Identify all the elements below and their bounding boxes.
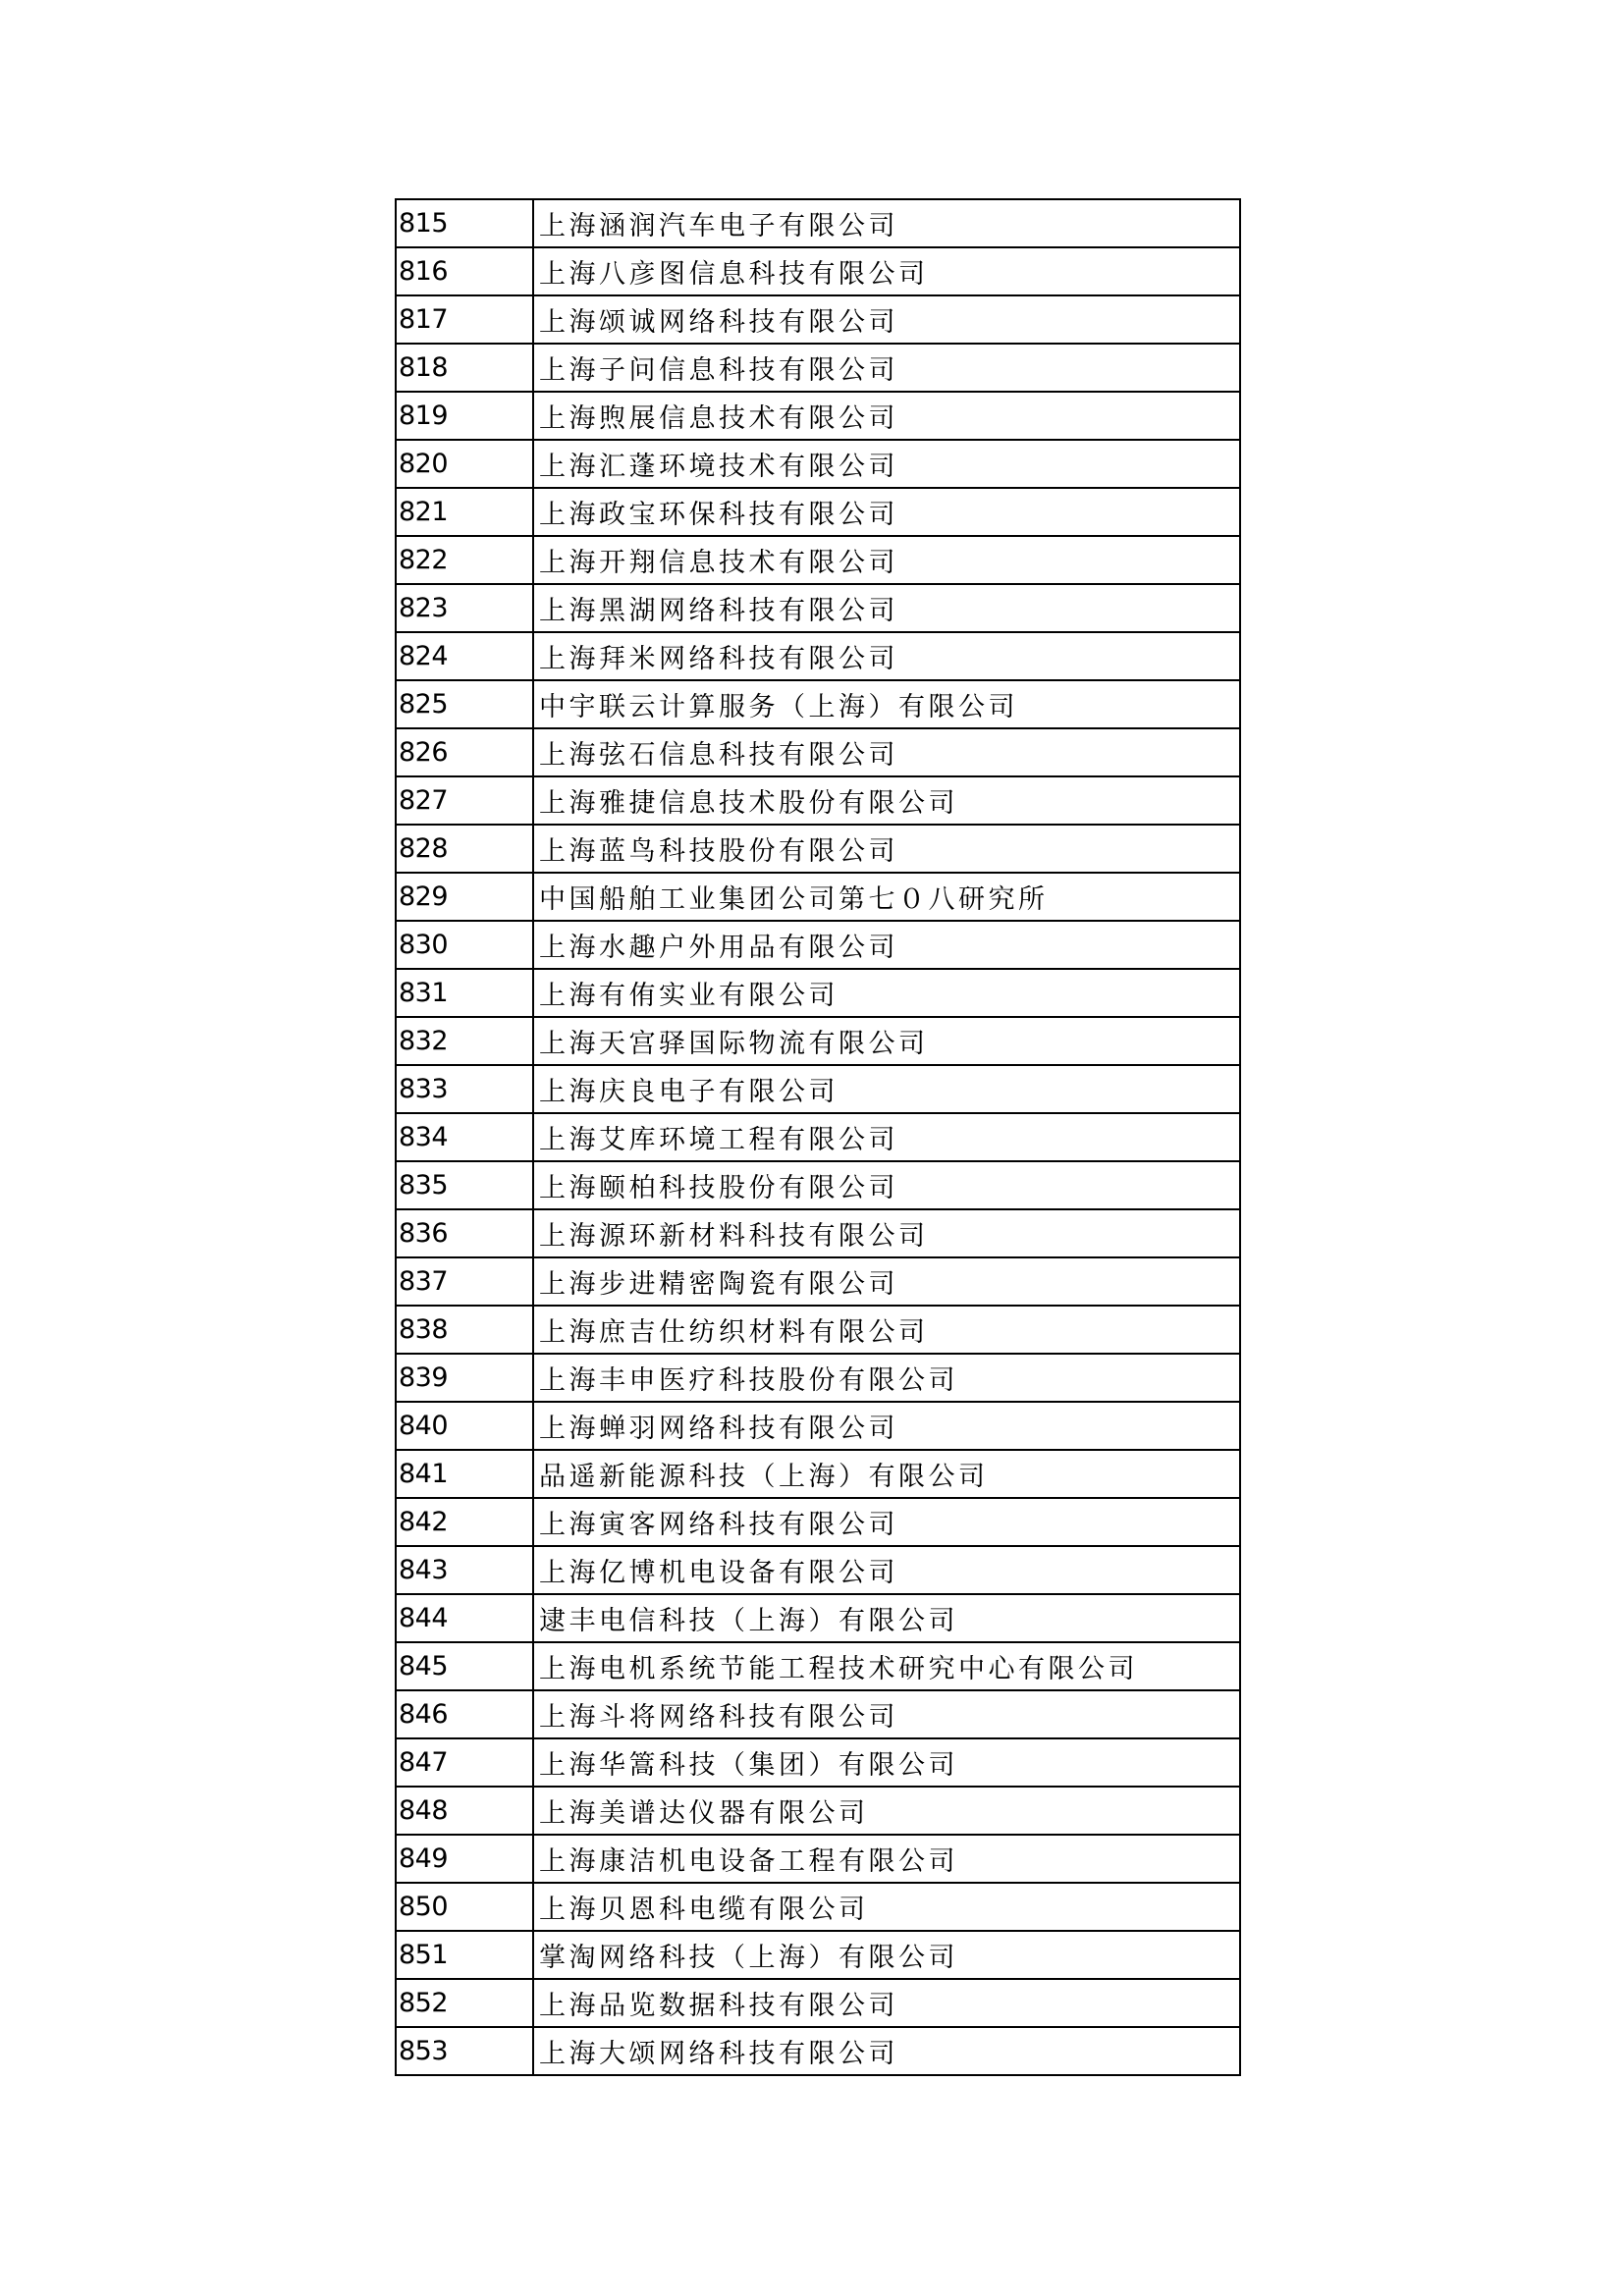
row-number: 827	[396, 776, 533, 825]
row-number: 828	[396, 825, 533, 873]
table-row	[396, 488, 1240, 536]
table-row	[396, 1306, 1240, 1354]
company-name: 上海华篙科技（集团）有限公司	[533, 1738, 1240, 1787]
table-row	[396, 1979, 1240, 2027]
table-row	[396, 1450, 1240, 1498]
company-name: 中宇联云计算服务（上海）有限公司	[533, 680, 1240, 728]
company-name: 上海拜米网络科技有限公司	[533, 632, 1240, 680]
row-number: 851	[396, 1931, 533, 1979]
table-row	[396, 921, 1240, 969]
row-number: 839	[396, 1354, 533, 1402]
company-name: 上海天宫驿国际物流有限公司	[533, 1017, 1240, 1065]
row-number: 847	[396, 1738, 533, 1787]
company-name: 上海蝉羽网络科技有限公司	[533, 1402, 1240, 1450]
company-name: 上海政宝环保科技有限公司	[533, 488, 1240, 536]
company-list-table	[395, 198, 1241, 2076]
table-row	[396, 440, 1240, 488]
row-number: 821	[396, 488, 533, 536]
table-row	[396, 1017, 1240, 1065]
row-number: 825	[396, 680, 533, 728]
row-number: 834	[396, 1113, 533, 1161]
company-name: 逮丰电信科技（上海）有限公司	[533, 1594, 1240, 1642]
row-number: 823	[396, 584, 533, 632]
row-number: 832	[396, 1017, 533, 1065]
row-number: 831	[396, 969, 533, 1017]
row-number: 826	[396, 728, 533, 776]
company-name: 上海颂诚网络科技有限公司	[533, 295, 1240, 344]
company-name: 上海黑湖网络科技有限公司	[533, 584, 1240, 632]
row-number: 841	[396, 1450, 533, 1498]
row-number: 843	[396, 1546, 533, 1594]
company-name: 掌淘网络科技（上海）有限公司	[533, 1931, 1240, 1979]
row-number: 816	[396, 247, 533, 295]
row-number: 838	[396, 1306, 533, 1354]
table-row	[396, 295, 1240, 344]
company-name: 上海庆良电子有限公司	[533, 1065, 1240, 1113]
table-row	[396, 873, 1240, 921]
row-number: 817	[396, 295, 533, 344]
company-name: 上海庶吉仕纺织材料有限公司	[533, 1306, 1240, 1354]
row-number: 819	[396, 392, 533, 440]
table-row	[396, 776, 1240, 825]
table-row	[396, 1065, 1240, 1113]
row-number: 829	[396, 873, 533, 921]
company-name: 上海源环新材料科技有限公司	[533, 1209, 1240, 1257]
table-row	[396, 2027, 1240, 2075]
table-row	[396, 1642, 1240, 1690]
table-row	[396, 1498, 1240, 1546]
row-number: 849	[396, 1835, 533, 1883]
table-row	[396, 1209, 1240, 1257]
table-row	[396, 536, 1240, 584]
table-row	[396, 1787, 1240, 1835]
company-name: 上海蓝鸟科技股份有限公司	[533, 825, 1240, 873]
table-row	[396, 1835, 1240, 1883]
table-row	[396, 344, 1240, 392]
table-row	[396, 1402, 1240, 1450]
row-number: 853	[396, 2027, 533, 2075]
table-row	[396, 199, 1240, 247]
table-row	[396, 1931, 1240, 1979]
company-list-body	[396, 199, 1240, 2075]
row-number: 824	[396, 632, 533, 680]
row-number: 820	[396, 440, 533, 488]
table-row	[396, 584, 1240, 632]
table-row	[396, 247, 1240, 295]
company-name: 上海弦石信息科技有限公司	[533, 728, 1240, 776]
table-row	[396, 392, 1240, 440]
company-name: 上海涵润汽车电子有限公司	[533, 199, 1240, 247]
row-number: 848	[396, 1787, 533, 1835]
row-number: 833	[396, 1065, 533, 1113]
row-number: 837	[396, 1257, 533, 1306]
company-name: 上海电机系统节能工程技术研究中心有限公司	[533, 1642, 1240, 1690]
company-name: 上海汇蓬环境技术有限公司	[533, 440, 1240, 488]
table-row	[396, 1594, 1240, 1642]
table-row	[396, 1883, 1240, 1931]
table-row	[396, 825, 1240, 873]
company-name: 上海水趣户外用品有限公司	[533, 921, 1240, 969]
company-name: 上海大颂网络科技有限公司	[533, 2027, 1240, 2075]
row-number: 852	[396, 1979, 533, 2027]
table-row	[396, 1738, 1240, 1787]
table-row	[396, 632, 1240, 680]
company-name: 上海开翔信息技术有限公司	[533, 536, 1240, 584]
company-name: 上海贝恩科电缆有限公司	[533, 1883, 1240, 1931]
company-name: 上海品览数据科技有限公司	[533, 1979, 1240, 2027]
row-number: 818	[396, 344, 533, 392]
company-name: 上海子问信息科技有限公司	[533, 344, 1240, 392]
row-number: 835	[396, 1161, 533, 1209]
table-row	[396, 1546, 1240, 1594]
company-name: 上海颐柏科技股份有限公司	[533, 1161, 1240, 1209]
company-name: 上海康洁机电设备工程有限公司	[533, 1835, 1240, 1883]
table-row	[396, 728, 1240, 776]
row-number: 846	[396, 1690, 533, 1738]
company-name: 上海美谱达仪器有限公司	[533, 1787, 1240, 1835]
company-name: 上海八彦图信息科技有限公司	[533, 247, 1240, 295]
company-name: 上海步进精密陶瓷有限公司	[533, 1257, 1240, 1306]
company-name: 中国船舶工业集团公司第七０八研究所	[533, 873, 1240, 921]
row-number: 830	[396, 921, 533, 969]
row-number: 844	[396, 1594, 533, 1642]
row-number: 845	[396, 1642, 533, 1690]
table-row	[396, 1257, 1240, 1306]
row-number: 836	[396, 1209, 533, 1257]
row-number: 850	[396, 1883, 533, 1931]
table-row	[396, 1690, 1240, 1738]
company-name: 品遥新能源科技（上海）有限公司	[533, 1450, 1240, 1498]
company-name: 上海煦展信息技术有限公司	[533, 392, 1240, 440]
company-name: 上海寅客网络科技有限公司	[533, 1498, 1240, 1546]
table-row	[396, 1354, 1240, 1402]
row-number: 840	[396, 1402, 533, 1450]
table-row	[396, 680, 1240, 728]
company-name: 上海斗将网络科技有限公司	[533, 1690, 1240, 1738]
table-row	[396, 1113, 1240, 1161]
table-row	[396, 1161, 1240, 1209]
company-name: 上海亿博机电设备有限公司	[533, 1546, 1240, 1594]
row-number: 842	[396, 1498, 533, 1546]
row-number: 822	[396, 536, 533, 584]
table-row	[396, 969, 1240, 1017]
company-name: 上海有侑实业有限公司	[533, 969, 1240, 1017]
company-name: 上海雅捷信息技术股份有限公司	[533, 776, 1240, 825]
company-name: 上海艾库环境工程有限公司	[533, 1113, 1240, 1161]
company-name: 上海丰申医疗科技股份有限公司	[533, 1354, 1240, 1402]
row-number: 815	[396, 199, 533, 247]
